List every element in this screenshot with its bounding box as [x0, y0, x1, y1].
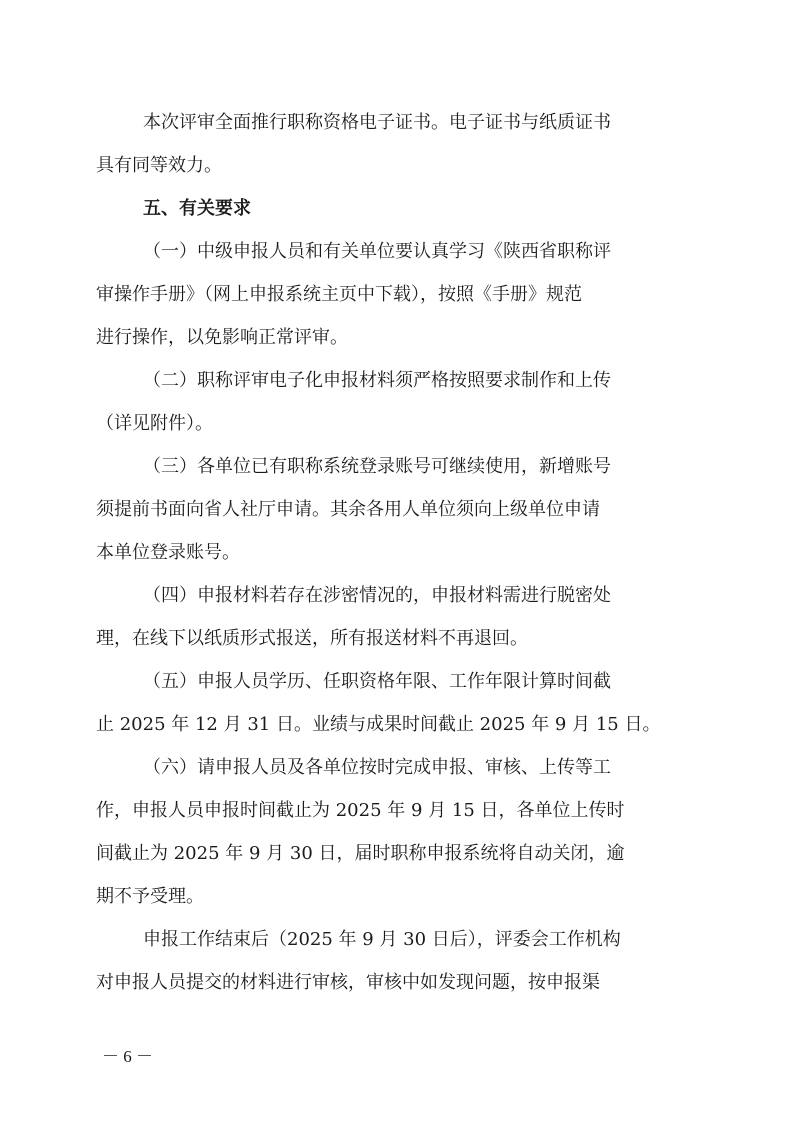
body-line: 具有同等效力。 — [96, 155, 222, 176]
body-line: （四）申报材料若存在涉密情况的，申报材料需进行脱密处 — [143, 585, 611, 606]
body-line: 对申报人员提交的材料进行审核，审核中如发现问题，按申报渠 — [96, 972, 600, 993]
body-line: 期不予受理。 — [96, 886, 204, 907]
section-heading: 五、有关要求 — [143, 198, 251, 219]
body-line: （五）申报人员学历、任职资格年限、工作年限计算时间截 — [143, 671, 611, 692]
body-line: 理，在线下以纸质形式报送，所有报送材料不再退回。 — [96, 628, 528, 649]
body-line: （六）请申报人员及各单位按时完成申报、审核、上传等工 — [143, 757, 611, 778]
body-line: 作，申报人员申报时间截止为 2025 年 9 月 15 日，各单位上传时 — [96, 800, 625, 821]
body-line: （三）各单位已有职称系统登录账号可继续使用，新增账号 — [143, 456, 611, 477]
body-line: 申报工作结束后（2025 年 9 月 30 日后），评委会工作机构 — [143, 929, 621, 950]
body-line: （二）职称评审电子化申报材料须严格按照要求制作和上传 — [143, 370, 611, 391]
body-line: 本单位登录账号。 — [96, 542, 240, 563]
body-line: 审操作手册》（网上申报系统主页中下载），按照《手册》规范 — [96, 284, 582, 305]
body-line: 进行操作，以免影响正常评审。 — [96, 327, 348, 348]
body-line: 止 2025 年 12 月 31 日。业绩与成果时间截止 2025 年 9 月 15 日。 — [96, 714, 661, 735]
body-line: 本次评审全面推行职称资格电子证书。电子证书与纸质证书 — [143, 112, 611, 133]
body-line: （一）中级申报人员和有关单位要认真学习《陕西省职称评 — [143, 241, 611, 262]
body-line: （详见附件）。 — [96, 413, 213, 434]
page-number: － 6 － — [102, 1047, 153, 1066]
body-line: 须提前书面向省人社厅申请。其余各用人单位须向上级单位申请 — [96, 499, 600, 520]
body-line: 间截止为 2025 年 9 月 30 日，届时职称申报系统将自动关闭，逾 — [96, 843, 625, 864]
